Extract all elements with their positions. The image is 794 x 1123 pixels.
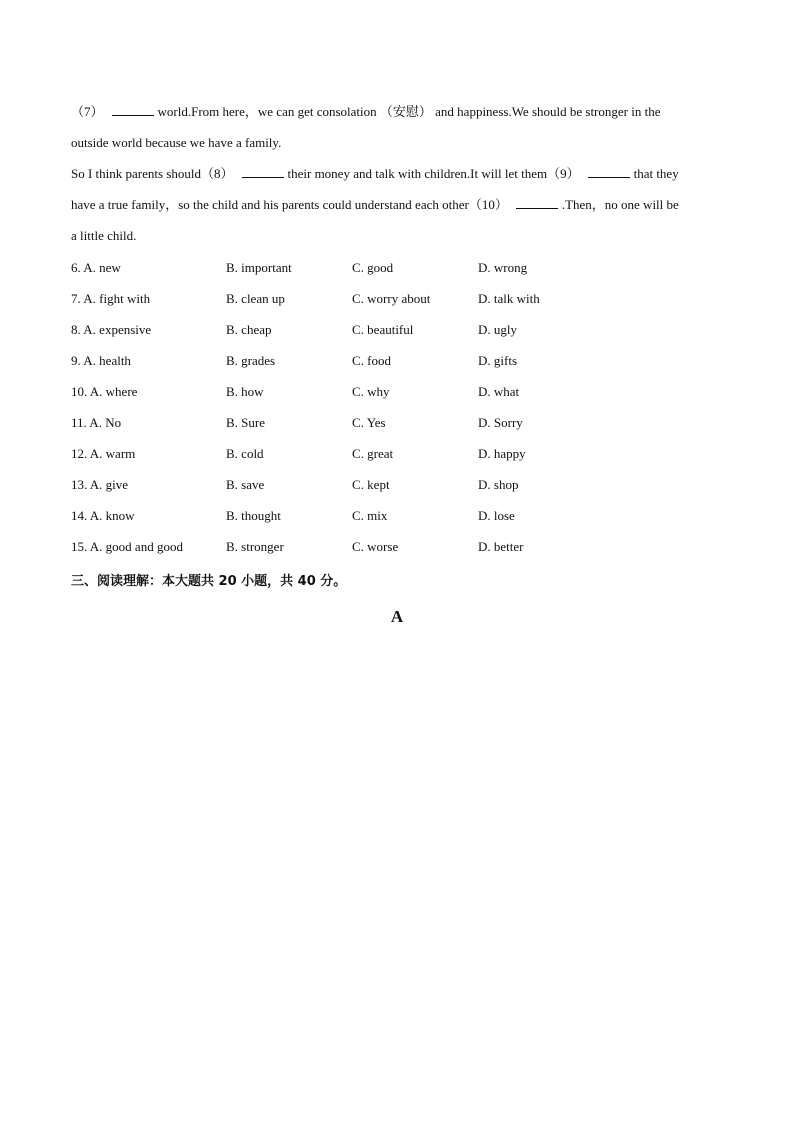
option-c: C. good [352, 260, 394, 275]
option-b: B. clean up [226, 291, 285, 306]
option-d: D. Sorry [478, 415, 523, 430]
option-c: C. kept [352, 477, 390, 492]
option-d: D. wrong [478, 260, 528, 275]
option-c: C. Yes [352, 415, 386, 430]
passage-text: .Then，no one will be [561, 197, 679, 212]
option-b: B. Sure [226, 415, 265, 430]
passage-line-1 [71, 100, 731, 131]
option-b: B. important [226, 260, 292, 275]
answer-blank-7 [112, 101, 154, 116]
passage-line-4 [71, 193, 731, 224]
option-b: B. stronger [226, 539, 284, 554]
cloze-passage [71, 100, 731, 255]
option-b: B. cheap [226, 322, 272, 337]
option-a: 10. A. where [71, 384, 138, 399]
option-d: D. what [478, 384, 520, 399]
question-6-options [71, 256, 731, 287]
answer-options [71, 256, 731, 566]
question-11-options [71, 411, 731, 442]
option-b: B. grades [226, 353, 276, 368]
answer-blank-10 [516, 194, 558, 209]
passage-text: So I think parents should（8） [71, 166, 234, 181]
question-13-options [71, 473, 731, 504]
option-c: C. worse [352, 539, 399, 554]
passage-line-3 [71, 162, 731, 193]
option-a: 6. A. new [71, 260, 121, 275]
question-7-options [71, 287, 731, 318]
option-d: D. shop [478, 477, 519, 492]
option-d: D. talk with [478, 291, 540, 306]
option-c: C. mix [352, 508, 388, 523]
option-b: B. cold [226, 446, 264, 461]
question-15-options [71, 535, 731, 566]
option-c: C. worry about [352, 291, 431, 306]
option-a: 15. A. good and good [71, 539, 183, 554]
option-d: D. gifts [478, 353, 517, 368]
option-b: B. how [226, 384, 264, 399]
option-a: 13. A. give [71, 477, 129, 492]
passage-line-2 [71, 131, 731, 162]
passage-text: have a true family，so the child and his parents could understand each other（10） [71, 197, 508, 212]
option-b: B. thought [226, 508, 281, 523]
passage-text: a little child. [71, 228, 137, 243]
option-a: 14. A. know [71, 508, 135, 523]
option-a: 11. A. No [71, 415, 122, 430]
option-c: C. food [352, 353, 391, 368]
option-c: C. beautiful [352, 322, 414, 337]
option-d: D. lose [478, 508, 515, 523]
option-a: 7. A. fight with [71, 291, 151, 306]
option-a: 12. A. warm [71, 446, 136, 461]
answer-blank-9 [588, 163, 630, 178]
passage-text: world.From here，we can get consolation （安慰） and happiness.We should be stronger in the [157, 104, 661, 119]
option-d: D. happy [478, 446, 526, 461]
section-heading: 三、阅读理解：本大题共 20 小题，共 40 分。 [71, 574, 347, 589]
question-12-options [71, 442, 731, 473]
answer-blank-8 [242, 163, 284, 178]
option-b: B. save [226, 477, 265, 492]
passage-text: outside world because we have a family. [71, 135, 282, 150]
option-c: C. why [352, 384, 390, 399]
part-label: A [390, 607, 404, 626]
passage-line-5 [71, 224, 731, 255]
option-d: D. better [478, 539, 524, 554]
option-d: D. ugly [478, 322, 517, 337]
blank-number-7: （7） [71, 104, 104, 119]
question-9-options [71, 349, 731, 380]
passage-text: that they [633, 166, 679, 181]
option-a: 9. A. health [71, 353, 131, 368]
option-a: 8. A. expensive [71, 322, 152, 337]
question-8-options [71, 318, 731, 349]
question-10-options [71, 380, 731, 411]
option-c: C. great [352, 446, 394, 461]
question-14-options [71, 504, 731, 535]
passage-text: their money and talk with children.It will let them（9） [287, 166, 580, 181]
